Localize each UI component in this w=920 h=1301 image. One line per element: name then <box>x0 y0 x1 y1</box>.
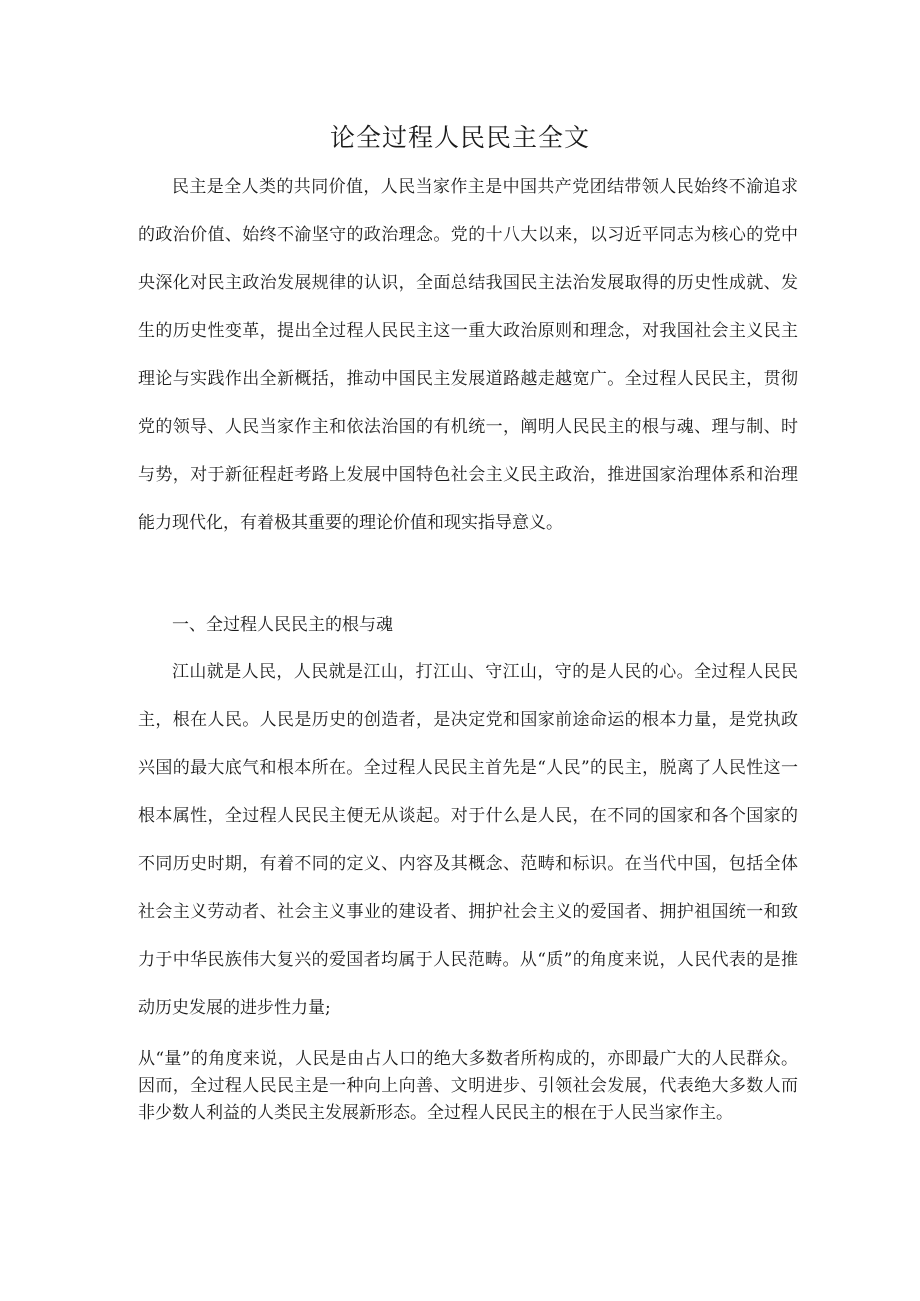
section-paragraph: 江山就是人民，人民就是江山，打江山、守江山，守的是人民的心。全过程人民民主，根在人民。人民是历史的创造者，是决定党和国家前途命运的根本力量，是党执政兴国的最大底气和根本所在。全过程人民民主首先是“人民”的民主，脱离了人民性这一根本属性，全过程人民民主便无从谈起。对于什么是人民，在不同的国家和各个国家的不同历史时期，有着不同的定义、内容及其概念、范畴和标识。在当代中国，包括全体社会主义劳动者、社会主义事业的建设者、拥护社会主义的爱国者、拥护祖国统一和致力于中华民族伟大复兴的爱国者均属于人民范畴。从“质”的角度来说，人民代表的是推动历史发展的进步性力量; <box>138 662 798 1018</box>
continuation-paragraph: 从“量”的角度来说，人民是由占人口的绝大多数者所构成的，亦即最广大的人民群众。因而，全过程人民民主是一种向上向善、文明进步、引领社会发展，代表绝大多数人而非少数人利益的人类民主发展新形态。全过程人民民主的根在于人民当家作主。 <box>138 1049 798 1123</box>
section-heading: 一、全过程人民民主的根与魂 <box>172 615 393 635</box>
intro-paragraph: 民主是全人类的共同价值，人民当家作主是中国共产党团结带领人民始终不渝追求的政治价值、始终不渝坚守的政治理念。党的十八大以来，以习近平同志为核心的党中央深化对民主政治发展规律的认识，全面总结我国民主法治发展取得的历史性成就、发生的历史性变革，提出全过程人民民主这一重大政治原则和理念，对我国社会主义民主理论与实践作出全新概括，推动中国民主发展道路越走越宽广。全过程人民民主，贯彻党的领导、人民当家作主和依法治国的有机统一，阐明人民民主的根与魂、理与制、时与势，对于新征程赶考路上发展中国特色社会主义民主政治，推进国家治理体系和治理能力现代化，有着极其重要的理论价值和现实指导意义。 <box>138 177 798 533</box>
document-title: 论全过程人民民主全文 <box>329 123 590 152</box>
